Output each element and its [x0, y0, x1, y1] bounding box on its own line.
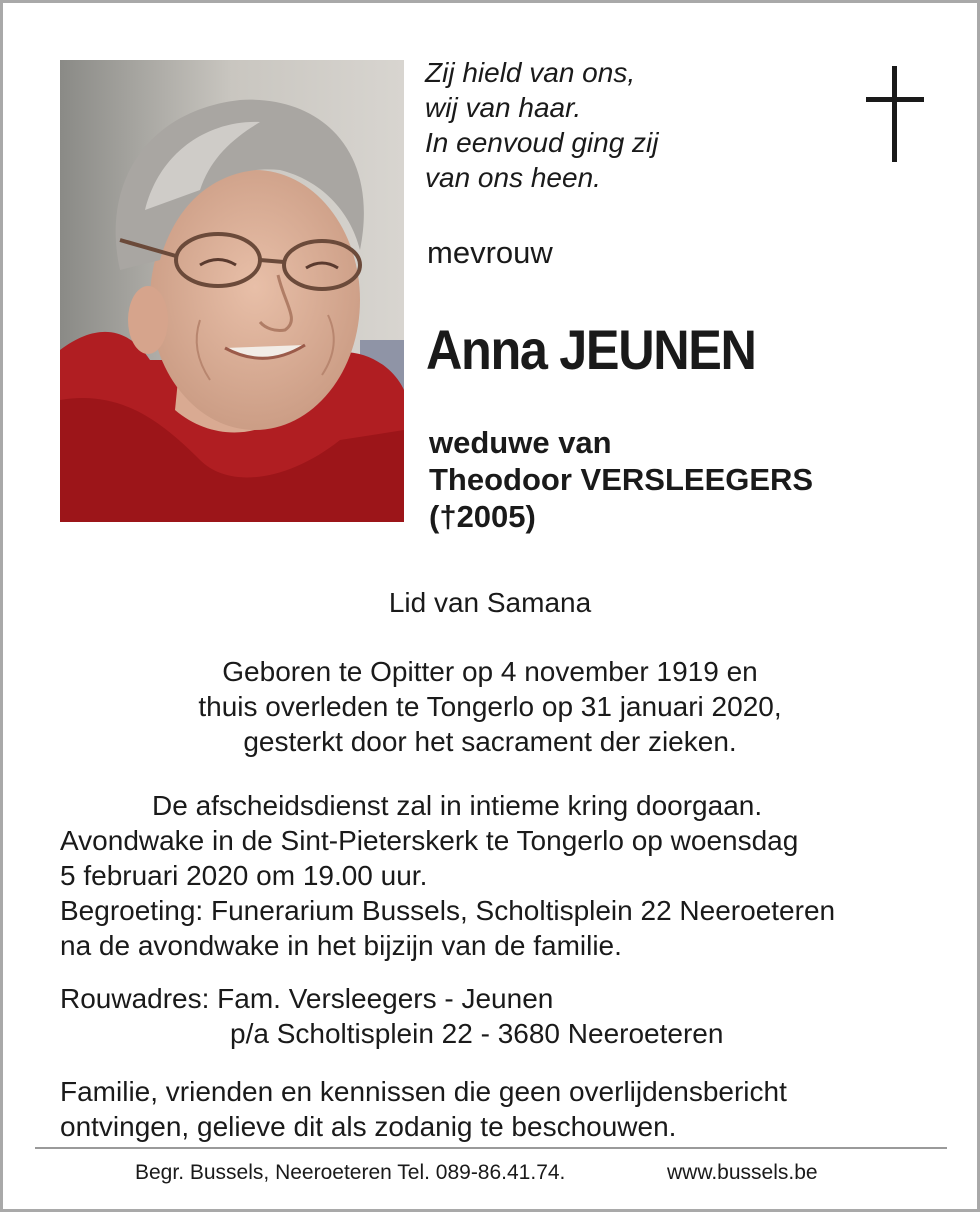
service-line: 5 februari 2020 om 19.00 uur. — [60, 860, 428, 891]
address-line: p/a Scholtisplein 22 - 3680 Neeroeteren — [230, 1018, 724, 1049]
service-line: Begroeting: Funerarium Bussels, Scholtisplein 22 Neeroeteren — [60, 895, 836, 926]
mourning-address — [60, 981, 723, 1051]
spouse-name: Theodoor VERSLEEGERS — [429, 462, 814, 497]
address-line: Rouwadres: Fam. Versleegers - Jeunen — [60, 983, 554, 1014]
footer-divider — [35, 1147, 947, 1149]
cross-icon — [866, 66, 924, 162]
birth-death-line: Geboren te Opitter op 4 november 1919 en — [222, 656, 758, 687]
service-info — [60, 788, 835, 963]
service-line: na de avondwake in het bijzijn van de familie. — [60, 930, 622, 961]
spouse-block — [429, 424, 813, 535]
poem-line: van ons heen. — [425, 162, 601, 193]
undertaker-info: Begr. Bussels, Neeroeteren Tel. 089-86.41.74. — [135, 1161, 566, 1184]
poem-line: wij van haar. — [425, 92, 582, 123]
honorific: mevrouw — [427, 235, 553, 270]
notice-line: Familie, vrienden en kennissen die geen overlijdensbericht — [60, 1076, 787, 1107]
membership-text: Lid van Samana — [388, 587, 592, 618]
membership — [3, 585, 977, 620]
website-link[interactable]: www.bussels.be — [667, 1161, 818, 1184]
widow-label: weduwe van — [429, 425, 612, 460]
service-line: Avondwake in de Sint-Pieterskerk te Tongerlo op woensdag — [60, 825, 799, 856]
spouse-death: (†2005) — [429, 499, 536, 534]
birth-death-line: gesterkt door het sacrament der zieken. — [243, 726, 737, 757]
poem-line: In eenvoud ging zij — [425, 127, 659, 158]
poem — [425, 55, 659, 195]
deceased-name: Anna JEUNEN — [426, 318, 756, 381]
portrait-photo — [60, 60, 404, 522]
notice-text — [60, 1074, 787, 1144]
birth-death-line: thuis overleden te Tongerlo op 31 januari 2020, — [198, 691, 782, 722]
birth-death-info — [3, 654, 977, 759]
poem-line: Zij hield van ons, — [425, 57, 636, 88]
service-line: De afscheidsdienst zal in intieme kring doorgaan. — [152, 790, 763, 821]
notice-line: ontvingen, gelieve dit als zodanig te beschouwen. — [60, 1111, 677, 1142]
